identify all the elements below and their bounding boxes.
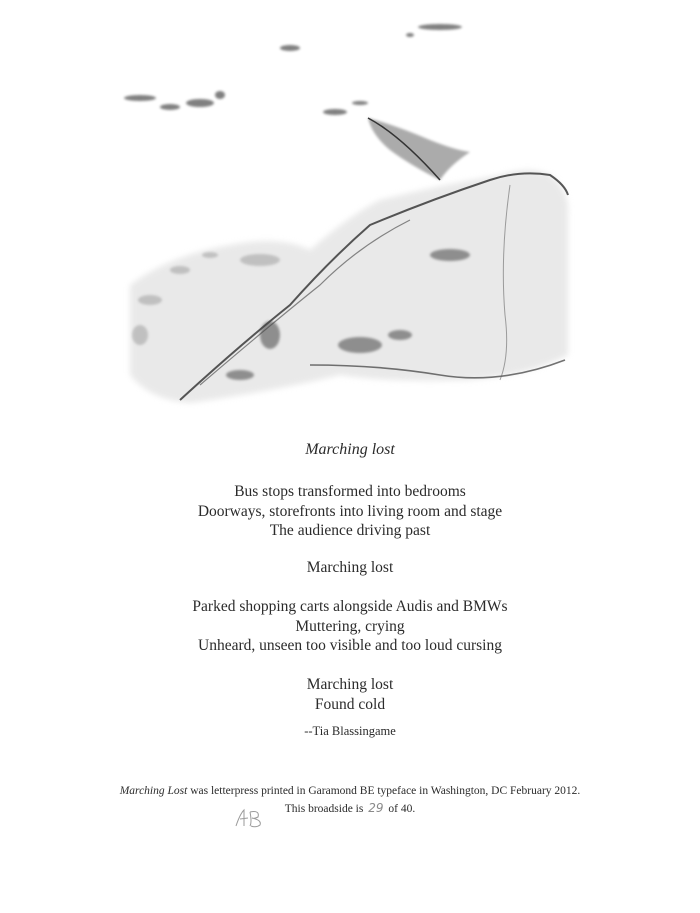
edition-number: 29 — [368, 801, 384, 815]
poem-line: Muttering, crying — [295, 617, 405, 635]
poem-title: Marching lost — [305, 441, 395, 458]
abstract-ink-print-icon — [110, 15, 580, 415]
edition-prefix: This broadside is — [284, 803, 367, 815]
poem-line: Parked shopping carts alongside Audis and BMWs — [192, 598, 508, 615]
poem-stanza-1 — [0, 482, 700, 541]
poem-stanza-2 — [0, 597, 700, 656]
poem-line: Doorways, storefronts into living room and stage — [197, 502, 503, 520]
edition-suffix: of 40. — [385, 803, 416, 815]
poem-author: --Tia Blassingame — [304, 724, 396, 738]
poem-ending — [0, 675, 700, 714]
poem-refrain: Marching lost — [306, 559, 394, 576]
colophon-title: Marching Lost — [119, 785, 188, 797]
poem-line: Bus stops transformed into bedrooms — [234, 483, 466, 500]
poem-line: Marching lost — [306, 676, 394, 693]
colophon-text: was letterpress printed in Garamond BE typeface in Washington, DC February 2012. — [187, 785, 581, 797]
colophon-line-2 — [0, 800, 700, 818]
colophon-line-1 — [0, 783, 700, 800]
poem-line: Unheard, unseen too visible and too loud cursing — [198, 637, 502, 654]
poem-line: Found cold — [314, 695, 386, 713]
colophon — [0, 783, 700, 818]
poem-line: The audience driving past — [269, 522, 431, 539]
handwritten-signature-icon — [232, 806, 272, 830]
